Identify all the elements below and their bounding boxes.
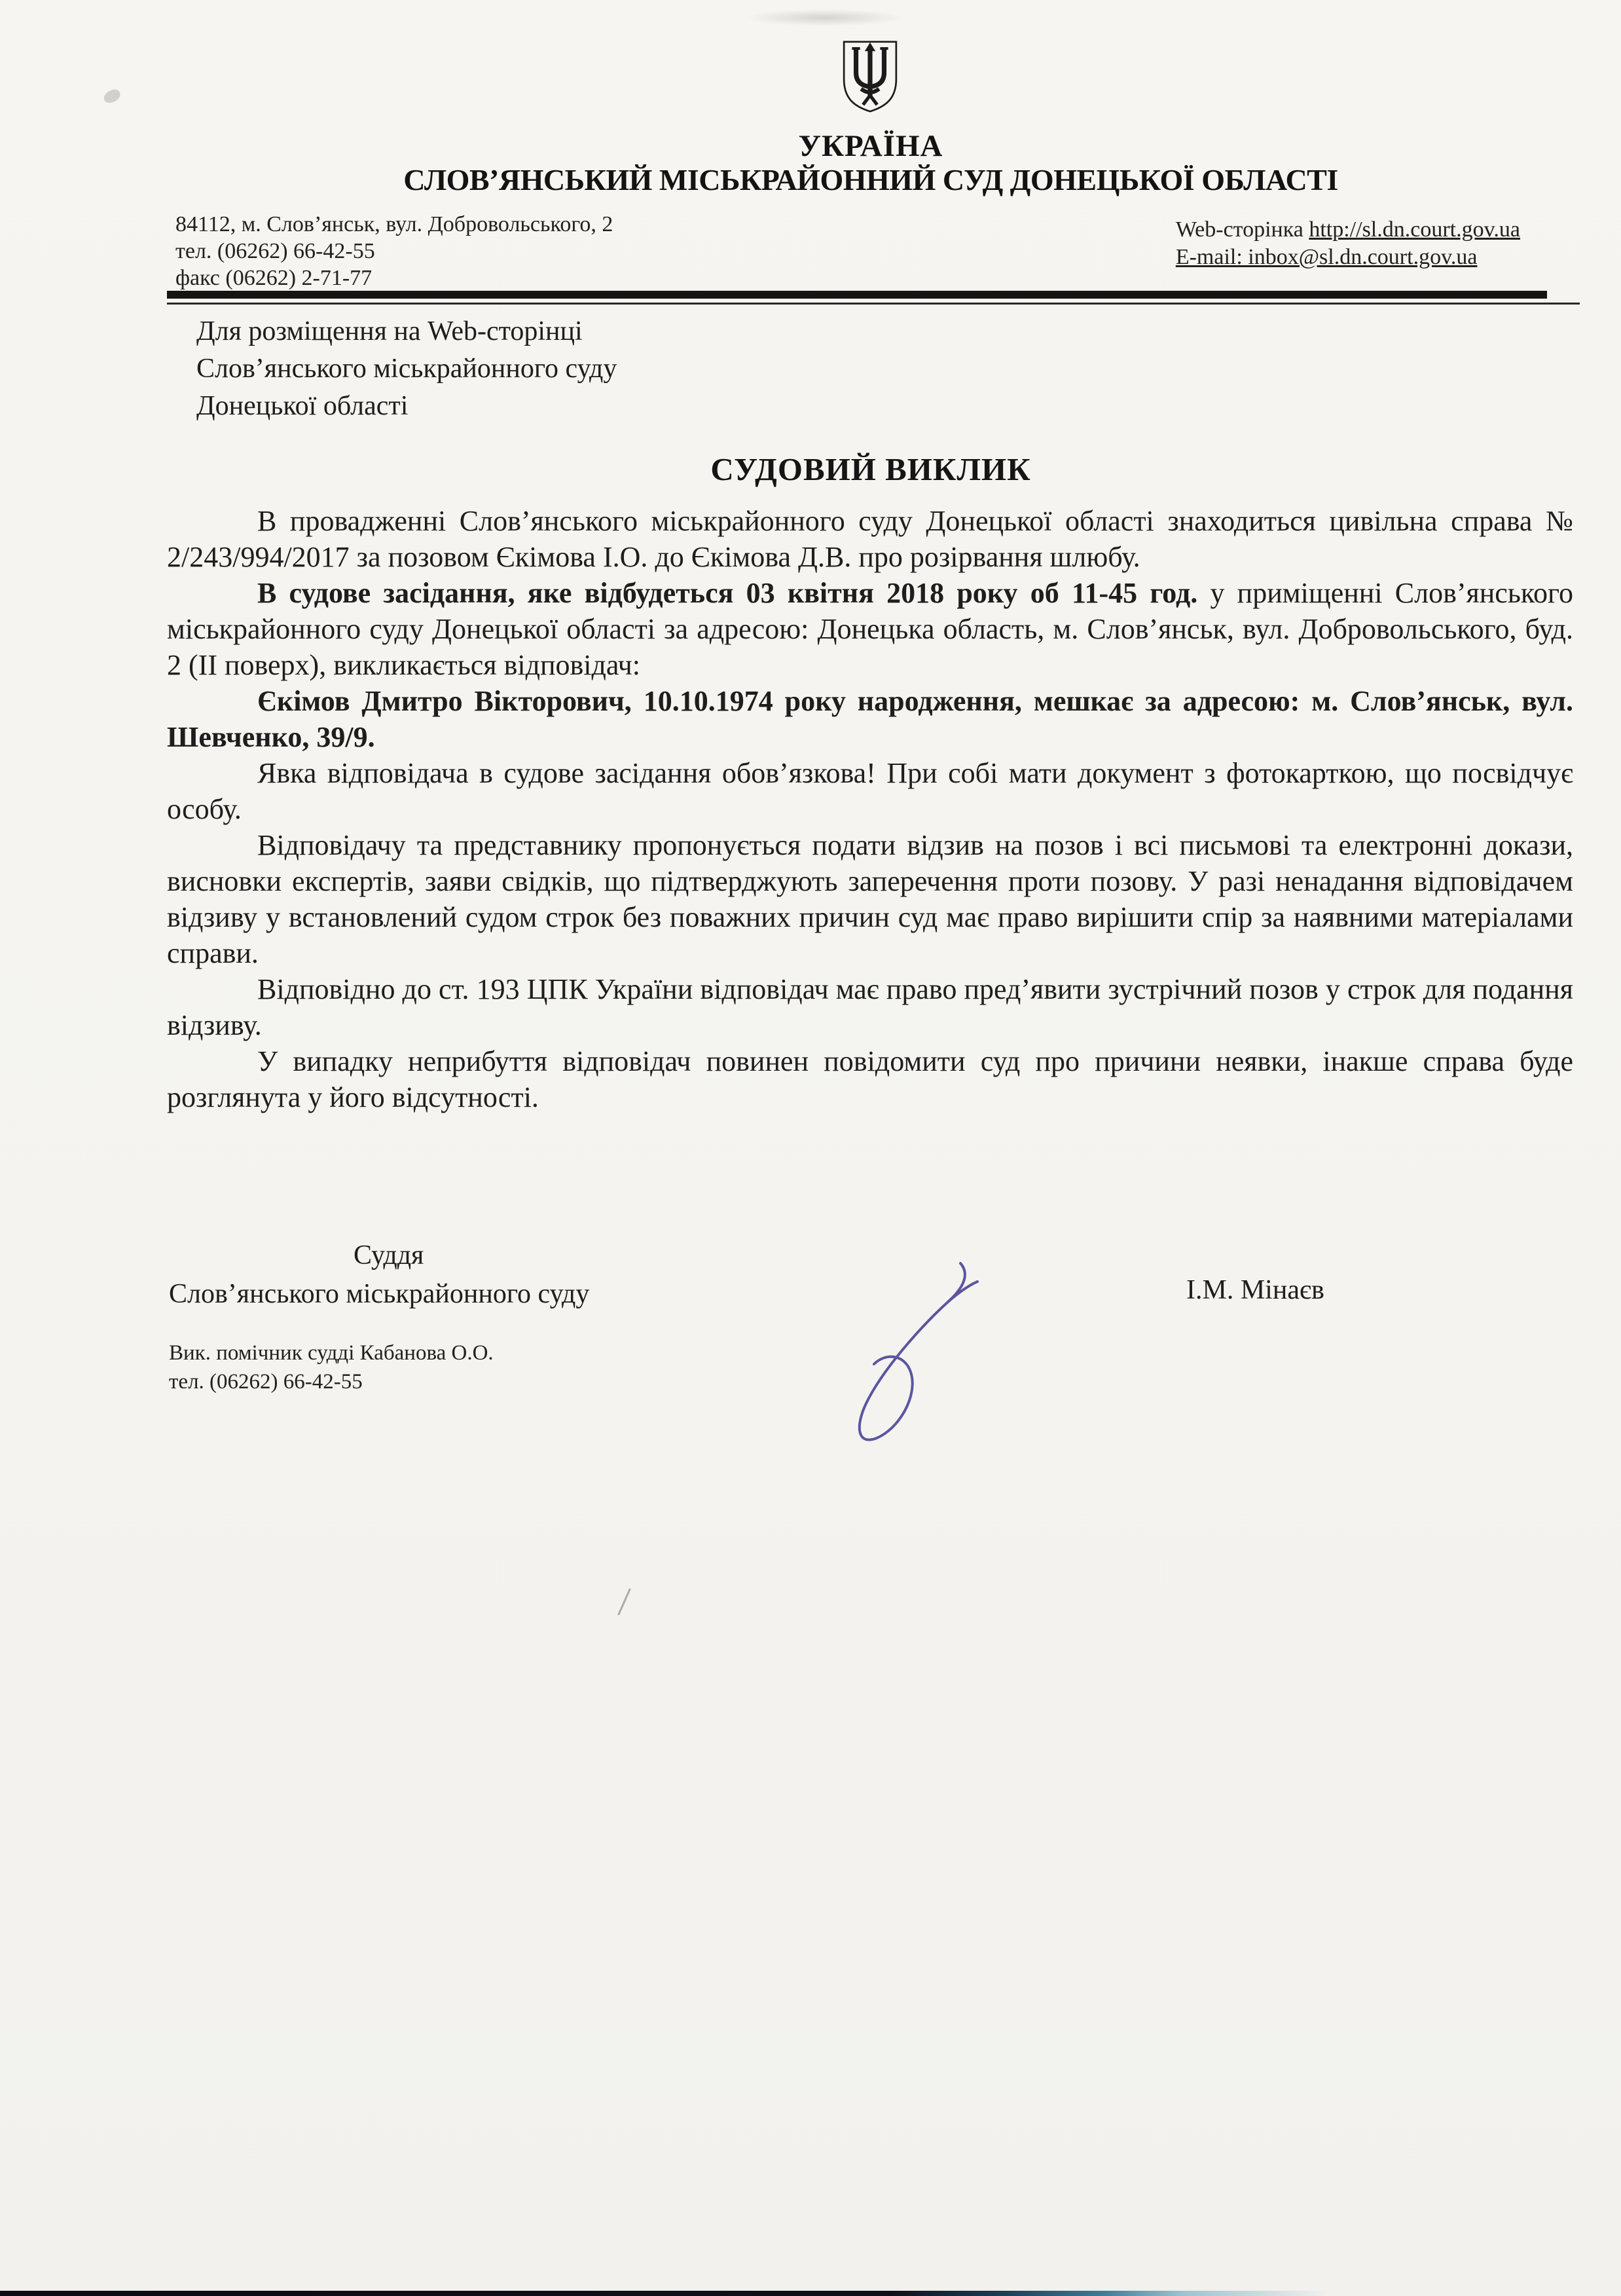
recipient-note [196,313,617,425]
recipient-line: Донецької області [196,391,409,421]
hearing-date-bold: В судове засідання, яке відбудеться 03 квітня 2018 року об 11-45 год. [257,577,1198,609]
hearing-place: у приміщенні Слов’янського міськрайонного суду Донецької області за адресою: Донецька область, м. Слов’янськ, вул. Добровольського, буд. 2 (ІІ поверх), викликається відповідач: [167,577,1573,681]
judge-title-line1: Суддя [354,1240,424,1270]
scan-slash-artifact [617,1588,631,1615]
paragraph-hearing-info [167,575,1573,683]
email-line: E-mail: inbox@sl.dn.court.gov.ua [1175,245,1478,269]
header-rule-thick [167,291,1547,299]
handwritten-signature [809,1254,1025,1451]
web-label: Web-сторінка [1175,217,1309,242]
court-address-block [175,211,613,291]
address-line: 84112, м. Слов’янськ, вул. Добровольського, 2 [175,212,613,236]
recipient-line: Слов’янського міськрайонного суду [196,354,617,384]
document-body [167,503,1573,1115]
web-url: http://sl.dn.court.gov.ua [1309,217,1520,242]
paragraph-absence: У випадку неприбуття відповідач повинен повідомити суд про причини неявки, інакше справа буде розглянута у його відсутності. [167,1045,1573,1113]
judge-name: І.М. Мінаєв [1186,1275,1324,1305]
phone-line: тел. (06262) 66-42-55 [175,239,375,263]
paragraph-defendant: Єкімов Дмитро Вікторович, 10.10.1974 року народження, мешкає за адресою: м. Слов’янськ, вул. Шевченко, 39/9. [167,685,1573,753]
country-heading: УКРАЇНА [798,129,943,163]
clerk-phone-line: тел. (06262) 66-42-55 [169,1370,363,1394]
paragraph-case-info: В провадженні Слов’янського міськрайонного суду Донецької області знаходиться цивільна справа № 2/243/994/2017 за позовом Єкімова І.О. до Єкімова Д.В. про розірвання шлюбу. [167,505,1573,573]
court-name-heading: СЛОВ’ЯНСЬКИЙ МІСЬКРАЙОННИЙ СУД ДОНЕЦЬКОЇ ОБЛАСТІ [403,163,1338,196]
ukraine-trident-icon [840,38,900,115]
scan-speck-artifact [102,88,122,105]
paragraph-attendance: Явка відповідача в судове засідання обов’язкова! При собі мати документ з фотокарткою, що посвідчує особу. [167,757,1573,825]
fax-line: факс (06262) 2-71-77 [175,266,373,290]
scan-edge-strip [0,2291,1621,2296]
document-title: СУДОВИЙ ВИКЛИК [710,451,1031,487]
clerk-name-line: Вик. помічник судді Кабанова О.О. [169,1341,494,1365]
paragraph-response: Відповідачу та представнику пропонується подати відзив на позов і всі письмові та електронні докази, висновки експертів, заяви свідків, що підтверджують заперечення проти позову. У разі ненадання відповідачем відзиву у встановлений судом строк без поважних причин суд має право вирішити спір за наявними матеріалами справи. [167,829,1573,969]
scan-smudge-artifact [746,9,903,26]
judge-title-line2: Слов’янського міськрайонного суду [169,1279,590,1309]
court-web-contact-block [1176,216,1520,271]
paragraph-counterclaim: Відповідно до ст. 193 ЦПК України відповідач має право пред’явити зустрічний позов у строк для подання відзиву. [167,973,1573,1041]
recipient-line: Для розміщення на Web-сторінці [196,316,583,346]
header-rule-thin [167,303,1580,305]
web-line [1176,216,1520,244]
